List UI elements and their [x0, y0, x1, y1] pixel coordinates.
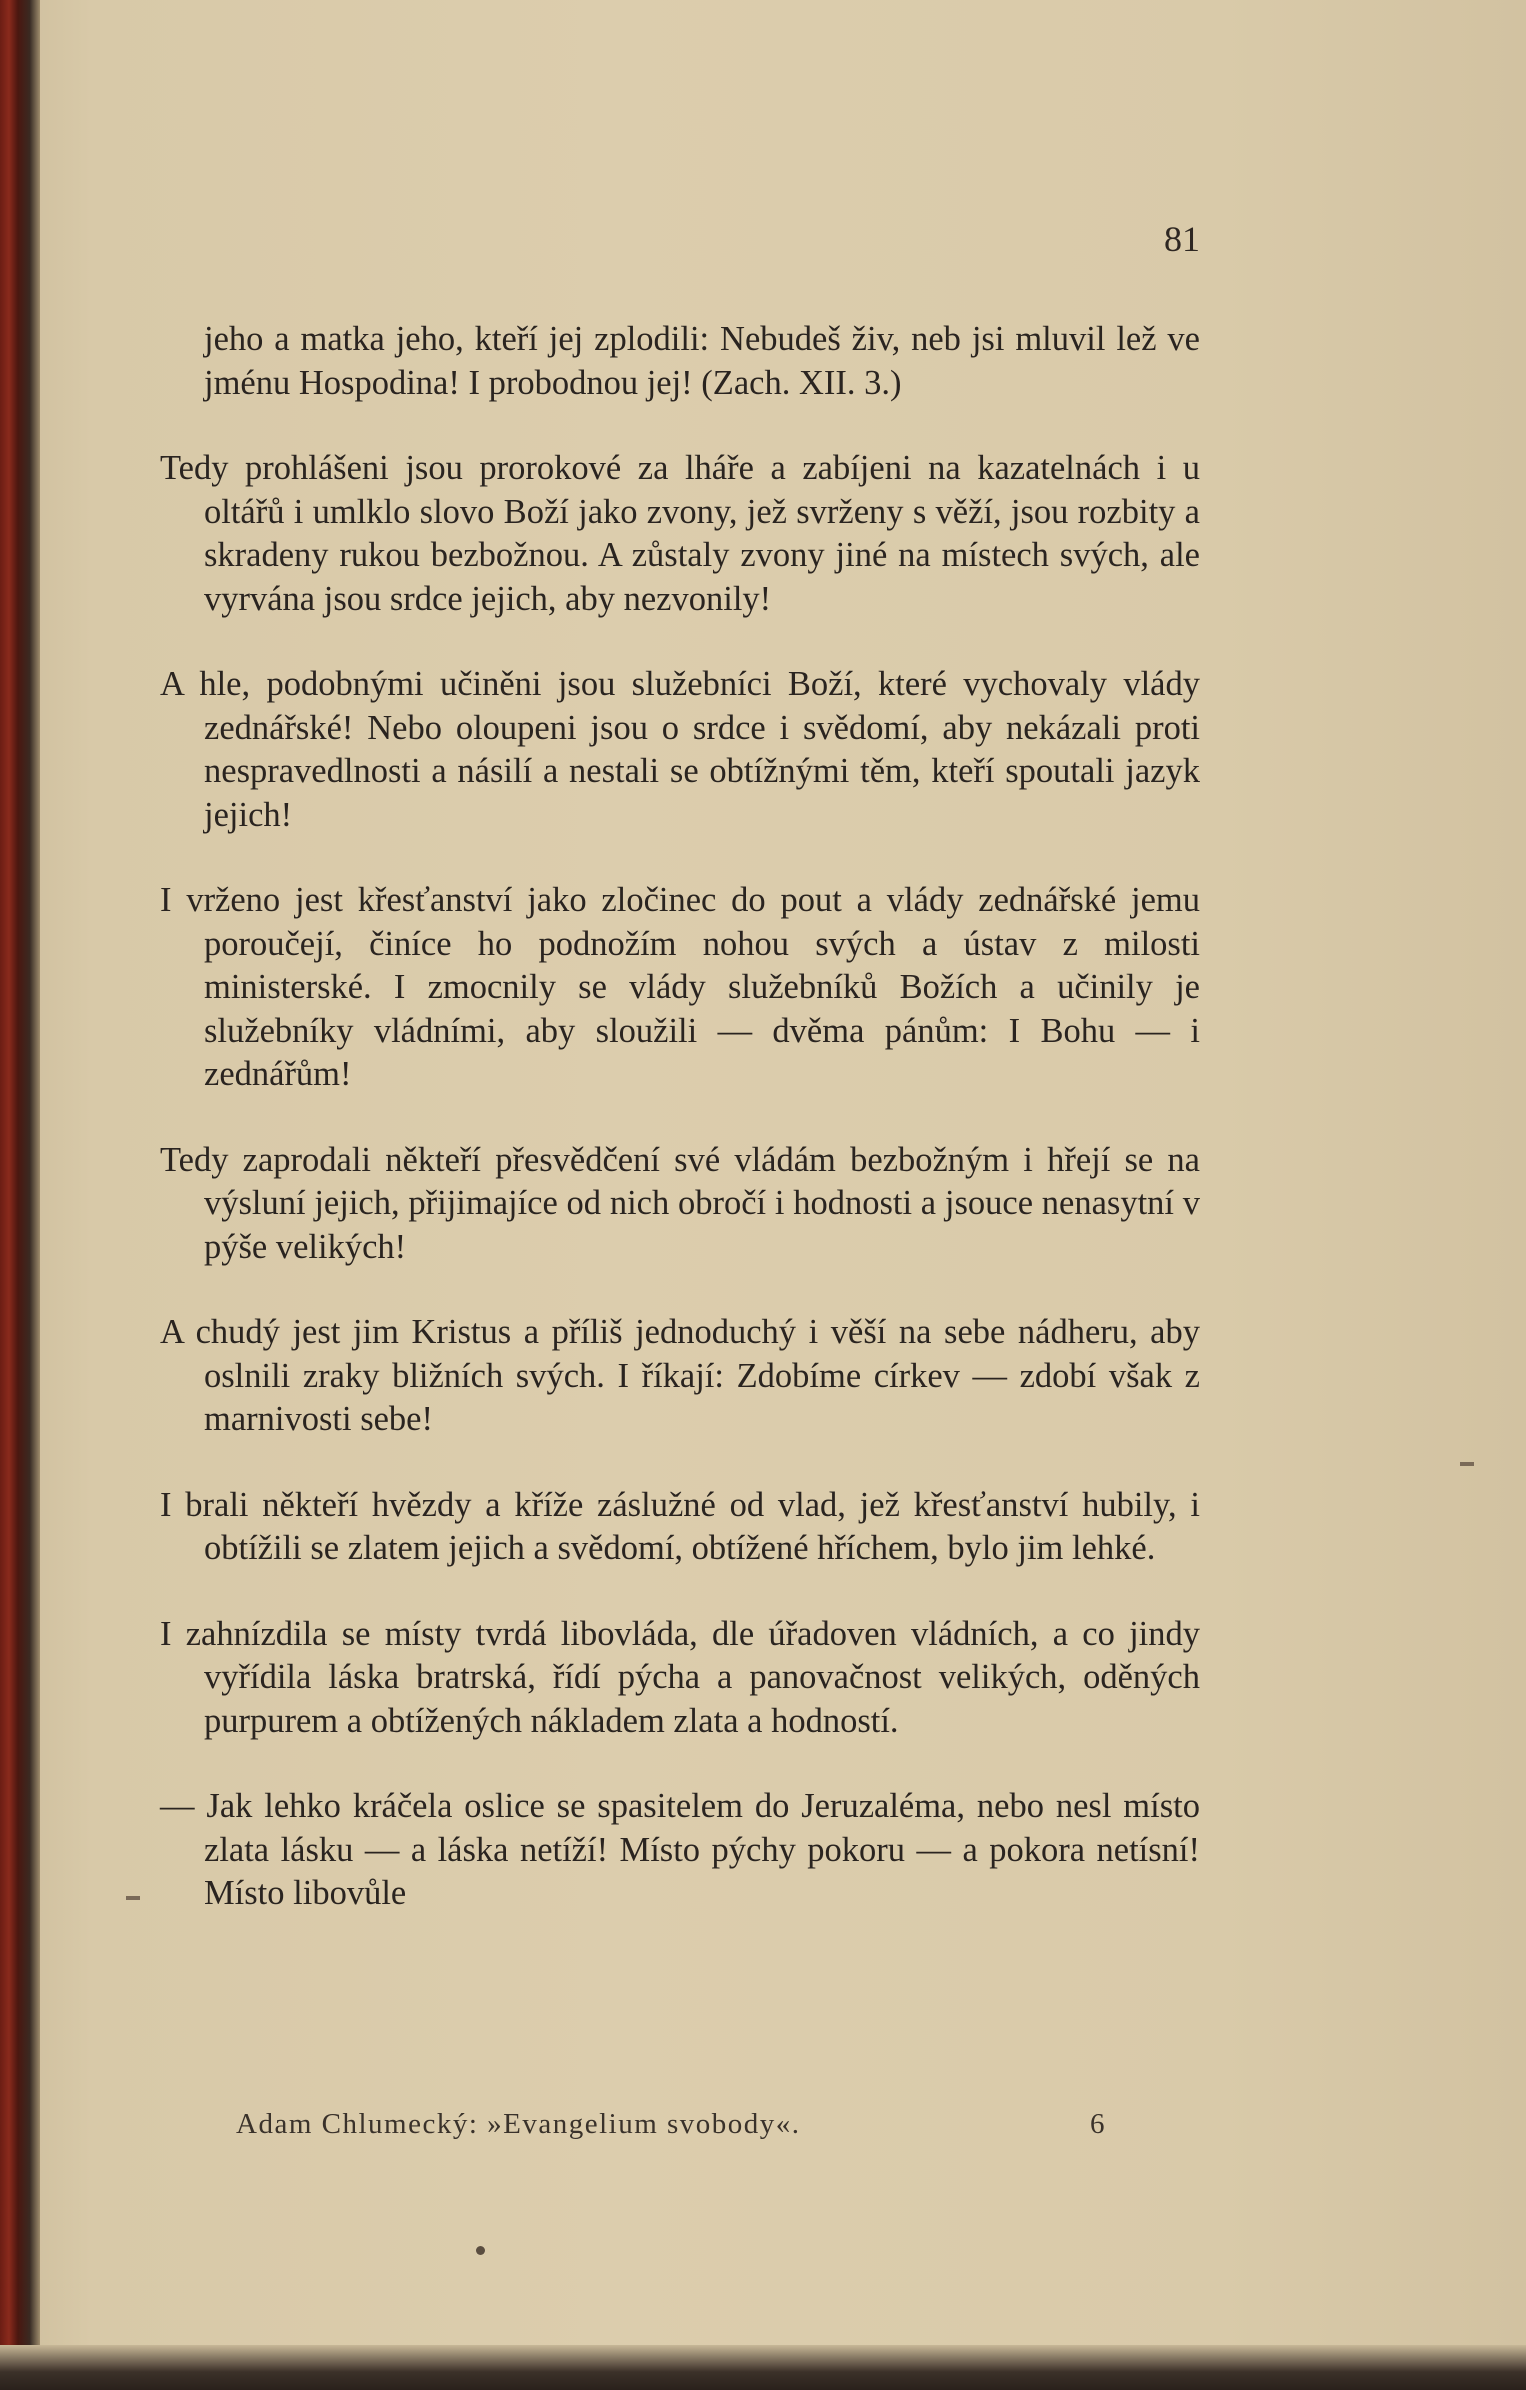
ink-speck [1460, 1462, 1474, 1466]
spine-shadow [30, 0, 40, 2390]
paragraph-9: — Jak lehko kráčela oslice se spasitelem do Jeruzaléma, nebo nesl místo zlata lásku — a láska netíží! Místo pýchy pokoru — a pokora netísní! Místo libovůle [160, 1787, 1200, 1912]
paragraph-7: I brali někteří hvězdy a kříže záslužné od vlad, jež křesťanství hubily, i obtížili se zlatem jejich a svědomí, obtížené hříchem, bylo jim lehké. [160, 1485, 1200, 1567]
ink-speck [126, 1896, 140, 1900]
sheet-number: 6 [1090, 2108, 1106, 2140]
page-bottom-edge [0, 2345, 1526, 2390]
paragraph-8: I zahnízdila se místy tvrdá libovláda, dle úřadoven vládních, a co jindy vyřídila láska bratrská, řídí pýcha a panovačnost velikých, oděných purpurem a obtížených nákladem zlata a hodností. [160, 1614, 1200, 1740]
paragraph-5: Tedy zaprodali někteří přesvědčení své vládám bezbožným i hřejí se na výsluní jejich, přijimajíce od nich obročí i hodnosti a jsouce nenasytní v pýše velikých! [160, 1140, 1200, 1266]
signature-text: Adam Chlumecký: »Evangelium svobody«. [236, 2108, 801, 2140]
paragraph-2: Tedy prohlášeni jsou prorokové za lháře a zabíjeni na kazatelnách i u oltářů i umlklo slovo Boží jako zvony, jež svrženy s věží, jsou rozbity a skradeny rukou bezbožnou. A zůstaly zvony jiné na místech svých, ale vyrvána jsou srdce jejich, aby nezvonily! [160, 449, 1200, 618]
book-spine [0, 0, 30, 2390]
paragraph-6: A chudý jest jim Kristus a příliš jednoduchý i věší na sebe nádheru, aby oslnili zraky bližních svých. I říkají: Zdobíme církev — zdobí však z marnivosti sebe! [160, 1313, 1200, 1438]
paragraph-1: jeho a matka jeho, kteří jej zplodili: Nebudeš živ, neb jsi mluvil lež ve jménu Hospodina! I probodnou jej! (Zach. XII. 3.) [204, 320, 1200, 402]
ink-speck [476, 2246, 485, 2255]
paragraph-4: I vrženo jest křesťanství jako zločinec do pout a vlády zednářské jemu poroučejí, činíce ho podnožím nohou svých a ústav z milosti ministerské. I zmocnily se vlády služebníků Božích a učinily je služebníky vládními, aby sloužili — dvěma pánům: I Bohu — i zednářům! [160, 881, 1200, 1093]
signature-line [236, 2108, 1106, 2141]
body-text [160, 318, 1200, 1958]
page-number: 81 [1164, 219, 1200, 259]
paragraph-3: A hle, podobnými učiněni jsou služebníci Boží, které vychovaly vlády zednářské! Nebo oloupeni jsou o srdce i svědomí, aby nekázali proti nespravedlnosti a násilí a nestali se obtížnými těm, kteří spoutali jazyk jejich! [160, 665, 1200, 834]
